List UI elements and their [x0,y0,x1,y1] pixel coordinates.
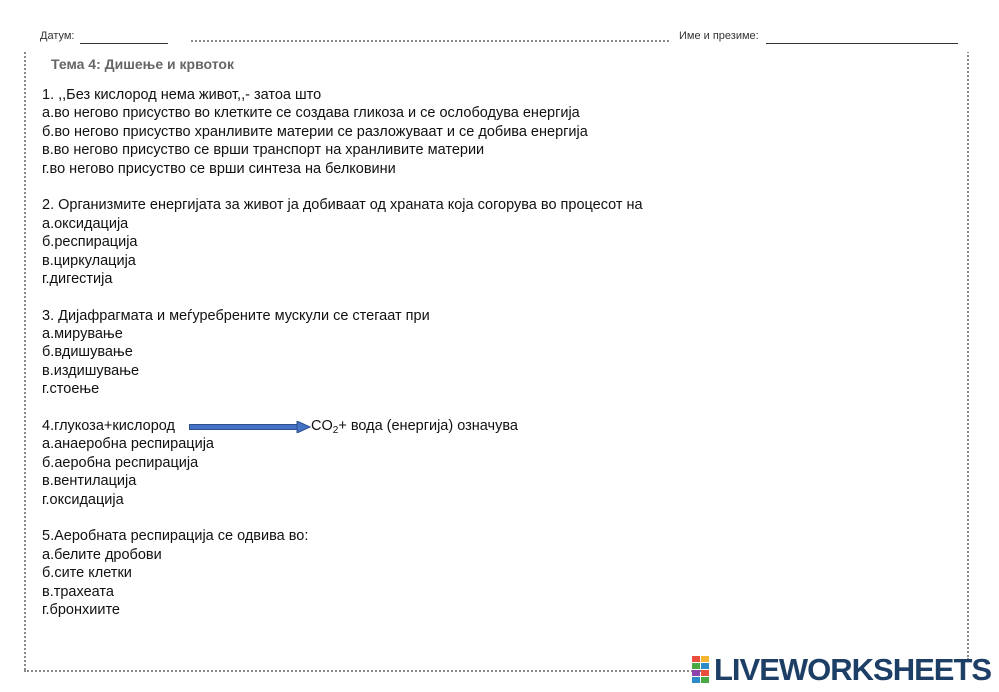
answer-option: в.трахеата [42,583,114,600]
answer-option: б.аеробна респирација [42,454,199,471]
frame-left-border [24,40,26,670]
answer-option: б.вдишување [42,344,133,361]
answer-option: б.во негово присуство хранливите материи се разложуваат и се добива енергија [42,123,588,140]
answer-option: г.стоење [42,381,100,398]
answer-option: а.во негово присуство во клетките се создава гликоза и се ослободува енергија [42,105,580,122]
worksheet-content [42,86,643,619]
answer-option: б.сите клетки [42,565,132,582]
date-label: Датум: [40,30,75,42]
answer-option: а.анаеробна респирација [42,436,214,453]
answer-option: а.белите дробови [42,546,162,563]
question-2 [42,196,643,288]
question-text [42,417,643,435]
equation-products: + вода (енергија) означува [338,418,518,435]
answer-option: г.дигестија [42,270,113,287]
equation-co2: CO [311,418,333,435]
question-1 [42,86,643,178]
arrow-icon [189,420,311,432]
frame-bottom-border [24,670,704,672]
answer-option: а.мирување [42,326,123,343]
name-label: Име и презиме: [679,30,759,42]
answer-option: г.бронхиите [42,601,120,618]
liveworksheets-logo-icon [692,656,710,684]
topic-title: Тема 4: Дишење и крвоток [51,56,234,72]
answer-option: в.вентилација [42,473,137,490]
question-text: 2. Организмите енергијата за живот ја добиваат од храната која согорува во процесот на [42,197,643,214]
question-text: 5.Аеробната респирација се одвива во: [42,528,309,545]
question-5 [42,527,643,619]
question-3 [42,307,643,399]
answer-option: г.оксидација [42,491,124,508]
question-text: 3. Дијафрагмата и меѓуребрените мускули се стегаат при [42,307,430,324]
frame-right-border [967,40,969,660]
answer-option: в.издишување [42,362,140,379]
answer-option: в.циркулација [42,252,136,269]
answer-option: г.во негово присуство се врши синтеза на белковини [42,160,396,177]
name-blank-line [766,43,958,44]
answer-option: а.оксидација [42,215,129,232]
answer-option: в.во негово присуство се врши транспорт на хранливите материи [42,142,485,159]
answer-option: б.респирација [42,234,138,251]
question-text: 1. ,,Без кислород нема живот,,- затоа што [42,87,322,103]
liveworksheets-brand[interactable]: LIVEWORKSHEETS [714,652,992,687]
date-blank-line [80,43,168,44]
equation-subscript: 2 [332,425,339,437]
question-4 [42,417,643,509]
equation-reactants: 4.глукоза+кислород [42,418,176,435]
